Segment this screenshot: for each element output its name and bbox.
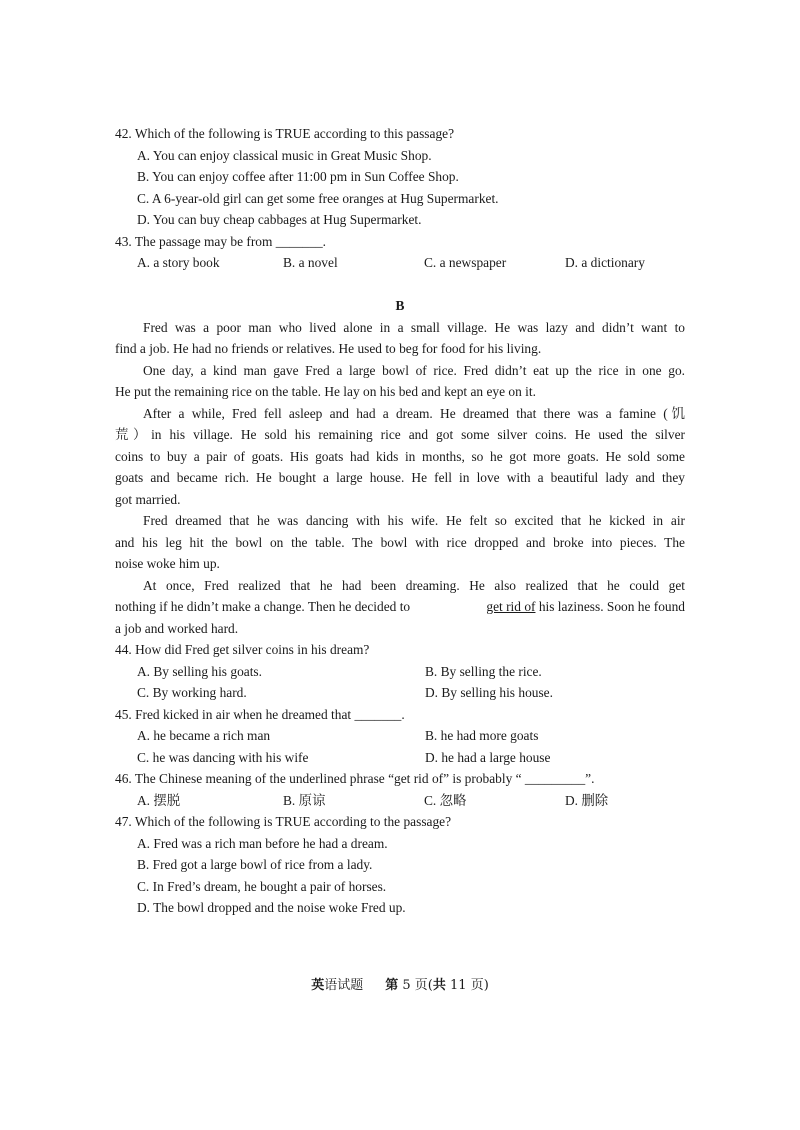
passage-line: and his leg hit the bowl on the table. The bowl with rice dropped and broke into pieces. The — [115, 535, 685, 550]
question-45: 45. Fred kicked in air when he dreamed that _______. — [115, 707, 405, 722]
option-44-d: D. By selling his house. — [425, 685, 553, 700]
option-46-a: A. 摆脱 — [137, 793, 181, 808]
option-44-b: B. By selling the rice. — [425, 664, 542, 679]
underlined-phrase: get rid of — [486, 599, 536, 614]
question-42: 42. Which of the following is TRUE according to this passage? — [115, 126, 455, 141]
passage-line: got married. — [115, 492, 181, 507]
option-42-c: C. A 6-year-old girl can get some free oranges at Hug Supermarket. — [137, 191, 499, 206]
passage-line: After a while, Fred fell asleep and had a dream. He dreamed that there was a famine (饥 — [143, 406, 685, 421]
option-45-a: A. he became a rich man — [137, 728, 271, 743]
section-heading-b: B — [395, 298, 405, 313]
footer-total-bold: 共 — [432, 978, 446, 993]
passage-line: a job and worked hard. — [115, 621, 239, 636]
page-footer — [0, 976, 800, 996]
question-44: 44. How did Fred get silver coins in his dream? — [115, 642, 370, 657]
option-47-b: B. Fred got a large bowl of rice from a lady. — [137, 857, 373, 872]
option-42-d: D. You can buy cheap cabbages at Hug Supermarket. — [137, 212, 422, 227]
option-47-a: A. Fred was a rich man before he had a dream. — [137, 836, 388, 851]
footer-page: 5 页( — [398, 978, 433, 993]
option-46-b: B. 原谅 — [283, 793, 326, 808]
footer-subject-bold: 英 — [311, 978, 325, 993]
option-47-c: C. In Fred’s dream, he bought a pair of horses. — [137, 879, 387, 894]
passage-text-before: nothing if he didn’t make a change. Then he decided to — [115, 599, 414, 614]
option-43-b: B. a novel — [283, 255, 338, 270]
passage-line: find a job. He had no friends or relatives. He used to beg for food for his living. — [115, 341, 542, 356]
option-44-a: A. By selling his goats. — [137, 664, 262, 679]
question-43: 43. The passage may be from _______. — [115, 234, 326, 249]
option-44-c: C. By working hard. — [137, 685, 247, 700]
question-47: 47. Which of the following is TRUE according to the passage? — [115, 814, 452, 829]
passage-text-underlined-wrap — [486, 597, 685, 617]
option-43-c: C. a newspaper — [424, 255, 507, 270]
option-45-b: B. he had more goats — [425, 728, 539, 743]
passage-line-underline — [115, 597, 685, 617]
option-45-d: D. he had a large house — [425, 750, 551, 765]
option-43-a: A. a story book — [137, 255, 220, 270]
passage-line: noise woke him up. — [115, 556, 220, 571]
passage-line: He put the remaining rice on the table. He lay on his bed and kept an eye on it. — [115, 384, 536, 399]
option-47-d: D. The bowl dropped and the noise woke Fred up. — [137, 900, 406, 915]
footer-total: 11 页) — [445, 978, 489, 993]
footer-page-bold: 第 — [385, 978, 399, 993]
passage-line: Fred was a poor man who lived alone in a small village. He was lazy and didn’t want to — [143, 320, 685, 335]
option-46-d: D. 删除 — [565, 793, 609, 808]
passage-line: Fred dreamed that he was dancing with his wife. He felt so excited that he kicked in air — [143, 513, 685, 528]
option-42-a: A. You can enjoy classical music in Great Music Shop. — [137, 148, 432, 163]
footer-subject: 语试题 — [324, 978, 364, 993]
passage-text-after: his laziness. Soon he found — [535, 599, 685, 614]
option-43-d: D. a dictionary — [565, 255, 645, 270]
passage-line: One day, a kind man gave Fred a large bowl of rice. Fred didn’t eat up the rice in one go. — [143, 363, 685, 378]
option-46-c: C. 忽略 — [424, 793, 467, 808]
passage-line: 荒）in his village. He sold his remaining rice and got some silver coins. He used the silver — [115, 427, 685, 442]
option-42-b: B. You can enjoy coffee after 11:00 pm in Sun Coffee Shop. — [137, 169, 459, 184]
passage-line: At once, Fred realized that he had been dreaming. He also realized that he could get — [143, 578, 685, 593]
question-46: 46. The Chinese meaning of the underlined phrase “get rid of” is probably “ _________”. — [115, 771, 595, 786]
passage-line: goats and became rich. He bought a large house. He fell in love with a beautiful lady and they — [115, 470, 685, 485]
passage-line: coins to buy a pair of goats. His goats had kids in months, so he got more goats. He sold some — [115, 449, 685, 464]
option-45-c: C. he was dancing with his wife — [137, 750, 309, 765]
